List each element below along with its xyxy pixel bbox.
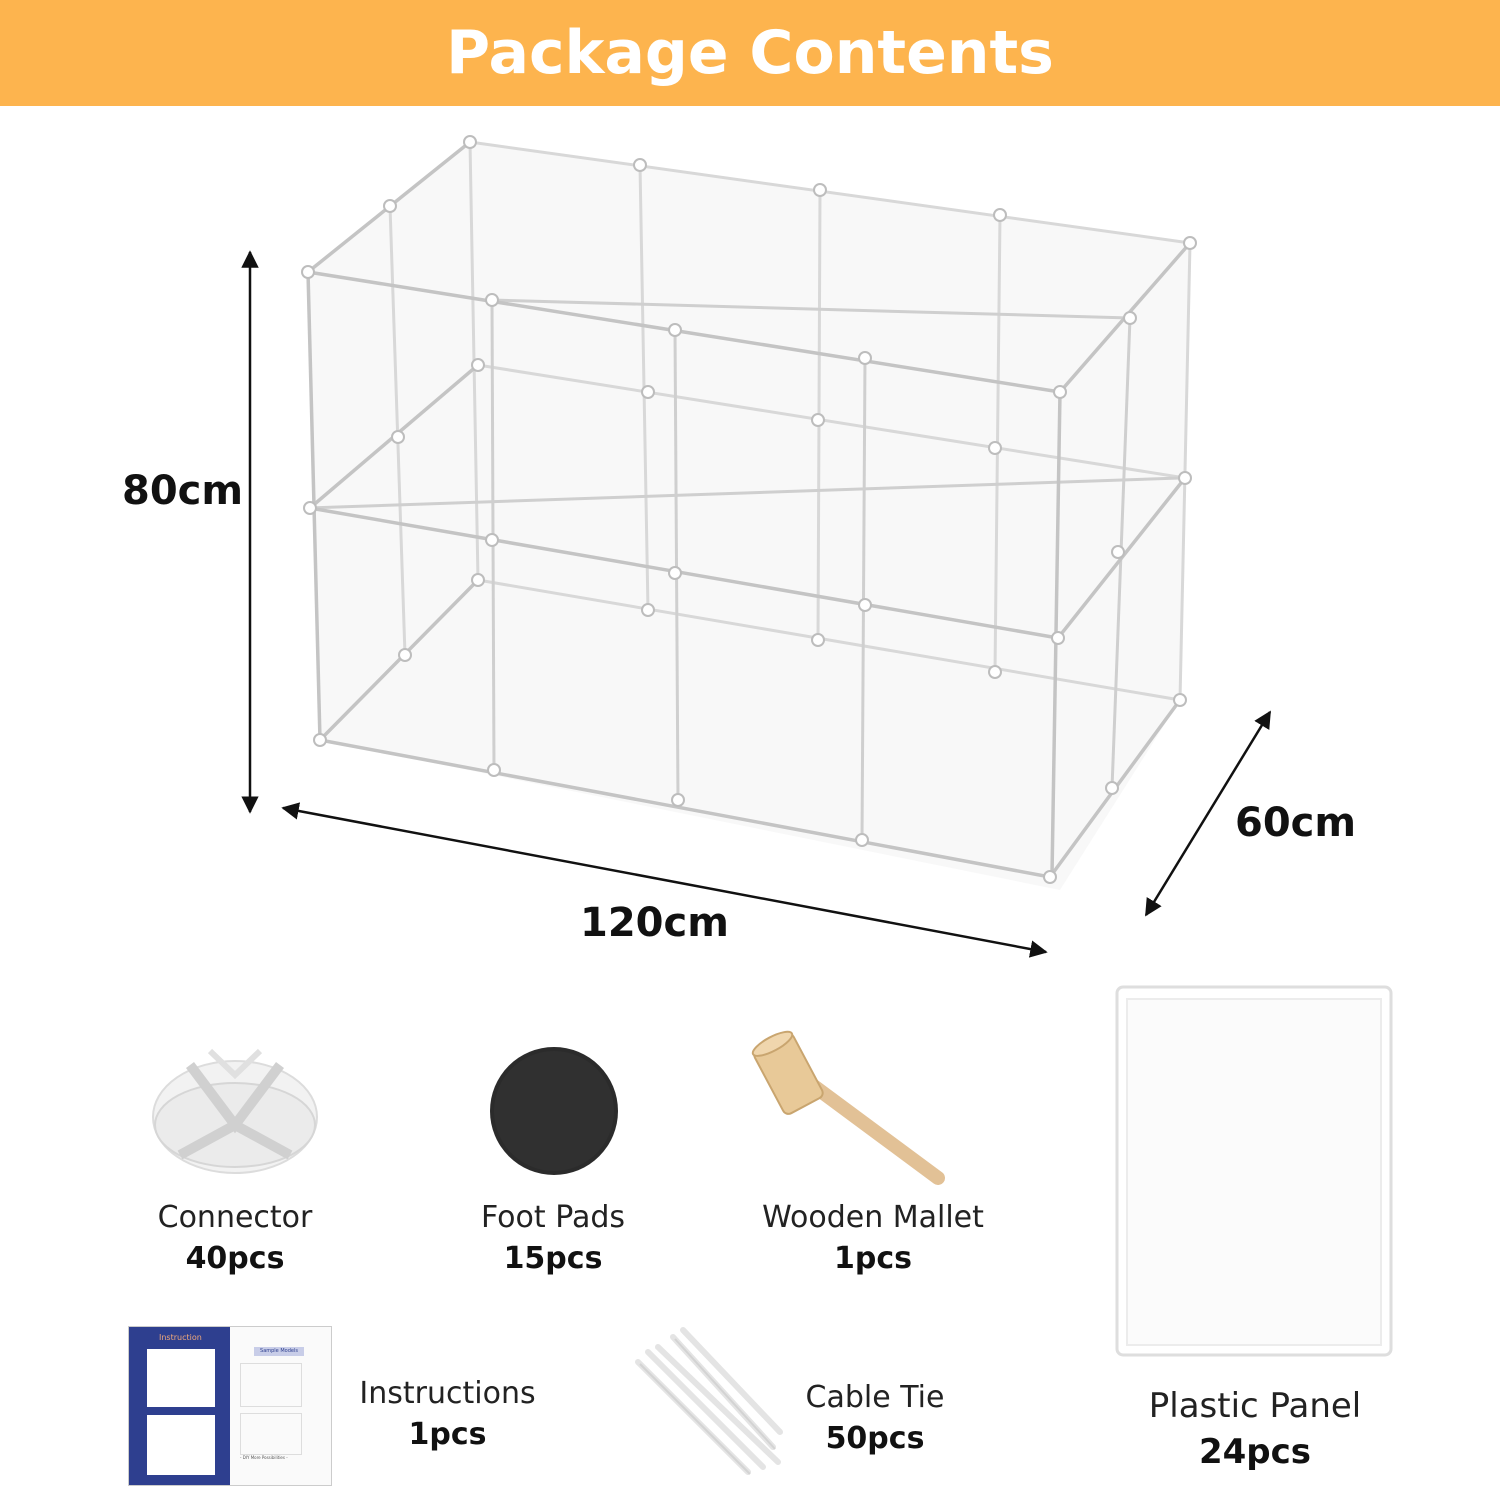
page-title: Package Contents <box>446 18 1054 88</box>
length-label: 120cm <box>580 900 729 946</box>
item-name: Cable Tie <box>805 1380 945 1415</box>
header-banner <box>0 0 1500 106</box>
item-qty: 24pcs <box>1198 1432 1312 1472</box>
cable-tie-item <box>770 1380 980 1456</box>
foot-pads-item <box>433 1200 673 1276</box>
wooden-mallet-icon <box>748 1018 948 1192</box>
item-qty: 40pcs <box>185 1241 285 1276</box>
cable-tie-icon <box>628 1322 788 1486</box>
instruction-sheet-title: Instruction <box>159 1333 202 1342</box>
instructions-item <box>340 1376 555 1452</box>
item-name: Instructions <box>359 1376 536 1411</box>
depth-label: 60cm <box>1235 800 1357 846</box>
plastic-panel-icon <box>1115 985 1393 1361</box>
item-qty: 15pcs <box>503 1241 603 1276</box>
height-label: 80cm <box>122 468 244 514</box>
plastic-panel-item <box>1110 1386 1400 1472</box>
item-name: Plastic Panel <box>1148 1386 1362 1426</box>
wooden-mallet-item <box>733 1200 1013 1276</box>
connector-icon <box>150 1045 320 1179</box>
item-name: Foot Pads <box>481 1200 625 1235</box>
instruction-sheet-right: Sample Models - DIY More Possibilities - <box>230 1327 331 1485</box>
item-qty: 50pcs <box>825 1421 925 1456</box>
item-name: Connector <box>157 1200 313 1235</box>
item-name: Wooden Mallet <box>762 1200 984 1235</box>
connector-item <box>115 1200 355 1276</box>
instruction-sheet-left <box>129 1327 230 1485</box>
foot-pad-icon <box>488 1045 620 1181</box>
item-qty: 1pcs <box>834 1241 912 1276</box>
cage-illustration <box>0 106 1500 986</box>
item-qty: 1pcs <box>408 1417 487 1452</box>
instructions-icon <box>128 1326 332 1486</box>
